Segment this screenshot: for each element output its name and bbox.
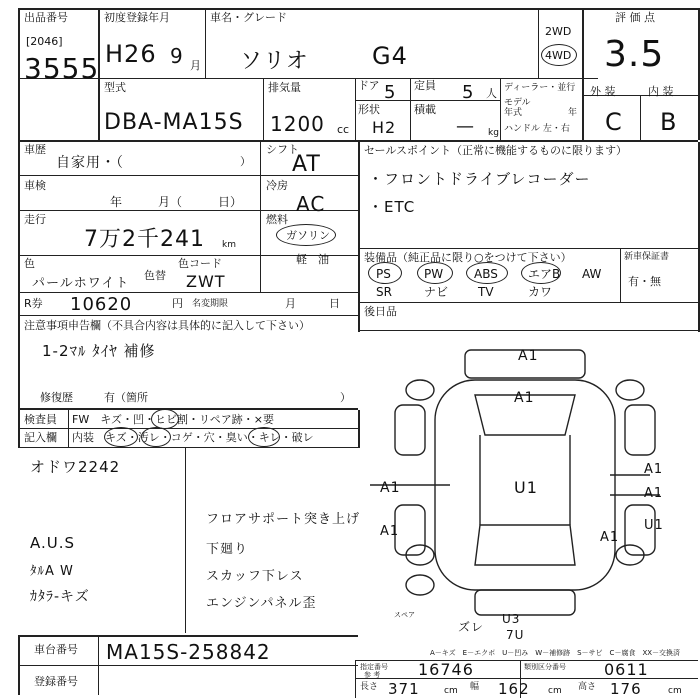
diagram-mark-a1-right-1: A1	[644, 462, 664, 477]
equip-tv: TV	[478, 285, 494, 299]
equip-aw: AW	[582, 267, 602, 281]
equip-sr: SR	[376, 285, 392, 299]
recycle-label: R券	[24, 297, 43, 310]
note-engine-panel: エンジンパネル歪	[206, 596, 317, 611]
diagram-legend: A－キズ E－エクボ U－凹み W－補修跡 S－サビ C－腐食 XX－交換済	[430, 649, 681, 657]
inspection-label: 車検	[24, 179, 46, 192]
int-value: B	[660, 108, 678, 136]
inspector-label-2: 記入欄	[24, 431, 57, 444]
inspector-row-2: 内装 キズ・汚レ・コゲ・穴・臭い・キレ・破レ	[72, 431, 314, 444]
diagram-mark-a1-hood: A1	[514, 390, 535, 406]
lot-number: 3555	[24, 52, 100, 85]
chassis-label: 車台番号	[34, 643, 78, 656]
mileage-unit: km	[222, 240, 236, 250]
score-label: 評 価 点	[615, 11, 655, 24]
equipment-label: 装備品（純正品に限り○をつけて下さい）	[364, 251, 572, 264]
height-label: 高さ	[578, 682, 597, 692]
first-reg-month: 9	[170, 44, 184, 68]
model-sub: 年式	[504, 108, 523, 118]
equip-pw: PW	[424, 267, 444, 281]
spare-tire	[406, 575, 434, 595]
diagram-mark-a1-top: A1	[518, 348, 539, 364]
yen: 円	[172, 297, 183, 310]
displacement-value: 1200	[270, 112, 325, 136]
after-label: 後日品	[364, 305, 397, 318]
chassis-value: MA15S-258842	[106, 640, 271, 664]
displacement-label: 排気量	[268, 81, 301, 94]
warranty-label: 新車保証書	[624, 252, 670, 262]
color-value: パールホワイト	[32, 276, 130, 291]
diagram-mark-zure: ズレ	[458, 620, 485, 634]
note-ita: ｶﾀﾗ-キズ	[30, 589, 90, 605]
car-name-label: 車名・グレード	[210, 11, 287, 24]
history-label: 車歴	[24, 143, 46, 156]
car-left-front-door	[395, 405, 425, 455]
ext-value: C	[605, 108, 623, 136]
height-value: 176	[610, 680, 642, 698]
diagram-mark-u1-roof: U1	[514, 478, 538, 497]
capacity-label: 定員	[414, 79, 436, 92]
height-unit: cm	[668, 686, 682, 696]
shift-label: シフト	[266, 143, 299, 156]
month-unit: 月	[190, 59, 201, 72]
width-value: 162	[498, 680, 530, 698]
ac-label: 冷房	[266, 179, 288, 192]
width-label: 幅	[470, 682, 480, 692]
fuel-label: 燃料	[266, 213, 288, 226]
wheel-front-right	[616, 380, 644, 400]
category-label: 類別区分番号	[524, 663, 566, 671]
lot-label: 出品番号	[24, 11, 68, 24]
lot-sub: [2046]	[26, 35, 63, 48]
score-value: 3.5	[604, 34, 665, 75]
equip-navi: ナビ	[424, 285, 449, 299]
title-change-label: 名変期限	[192, 299, 229, 309]
ac-value: AC	[296, 192, 326, 216]
diagram-mark-u1-right: U1	[644, 518, 664, 533]
ext-label: 外 装	[590, 85, 616, 98]
ref-label: 参 考	[364, 671, 381, 679]
note-fr-support: フロアサポート突き上げ	[206, 512, 361, 527]
recycle-value: 10620	[70, 294, 133, 315]
year-unit: 年	[568, 108, 578, 118]
designation-label: 指定番号	[360, 663, 388, 671]
length-label: 長さ	[360, 682, 379, 692]
diagram-mark-a1-left: A1	[380, 480, 401, 496]
color-swap-label: 色替	[144, 269, 166, 282]
title-change-row: 月 日	[285, 297, 340, 310]
inspector-circle-3	[141, 427, 171, 447]
fuel-circle	[276, 224, 336, 246]
selling-point-1: ・フロントドライブレコーダー	[368, 170, 591, 188]
capacity-unit: 人	[486, 87, 497, 100]
equip-abs: ABS	[474, 267, 498, 281]
int-label: 内 装	[648, 85, 674, 98]
mileage-value: 7万2千241	[84, 227, 205, 252]
car-rear	[475, 590, 575, 615]
diagram-mark-u3: U3	[502, 612, 521, 626]
history-value: 自家用・（	[56, 155, 124, 171]
capacity-value: 5	[462, 82, 475, 103]
fuel-petrol: ガソリン	[286, 229, 330, 242]
doors-label: ドア	[358, 79, 380, 92]
car-name-value: ソリオ	[240, 49, 309, 74]
color-code-label: 色コード	[178, 257, 222, 270]
mileage-label: 走行	[24, 213, 46, 226]
wheel-front-left	[406, 380, 434, 400]
type-label: 型式	[104, 81, 126, 94]
reg-label: 登録番号	[34, 675, 78, 688]
equip-circle-airbag	[521, 262, 561, 284]
repair-value: 有（箇所	[104, 391, 148, 404]
color-label: 色	[24, 257, 35, 270]
car-right-front-door	[625, 405, 655, 455]
inspector-circle-1	[151, 409, 179, 429]
dealer-label: ディーラー・並行	[504, 83, 576, 93]
type-value: DBA-MA15S	[104, 110, 244, 135]
length-unit: cm	[444, 686, 458, 696]
category-value: 0611	[604, 660, 649, 679]
repair-label: 修復歴	[40, 391, 73, 404]
note-odo: オドワ2242	[30, 458, 121, 476]
shift-value: AT	[292, 152, 321, 177]
first-reg-label: 初度登録年月	[104, 11, 170, 24]
diagram-mark-a1-left-2: A1	[380, 524, 400, 539]
model-label: モデル	[504, 98, 531, 108]
notes-label: 注意事項申告欄（不具合内容は具体的に記入して下さい）	[24, 319, 310, 332]
drive-4wd: 4WD	[545, 49, 572, 62]
width-unit: cm	[548, 686, 562, 696]
car-rear-window	[475, 525, 575, 565]
equip-circle-pw	[417, 262, 453, 284]
equip-circle-abs	[466, 262, 508, 284]
handle-label: ハンドル 左・右	[504, 124, 570, 134]
equip-leather: カワ	[528, 285, 553, 299]
notes-value: 1-2ﾏﾙ ﾀｲﾔ 補修	[42, 342, 156, 360]
inspection-row: 年 月（ 日）	[110, 195, 243, 209]
load-unit: kg	[488, 128, 499, 138]
color-code-value: ZWT	[186, 272, 226, 291]
grade-value: G4	[372, 42, 408, 70]
load-value: —	[456, 116, 475, 137]
note-wa: ﾀﾙA W	[30, 564, 74, 579]
warranty-value: 有・無	[628, 275, 661, 288]
load-label: 積載	[414, 103, 436, 116]
diagram-spare: スペア	[394, 611, 415, 619]
inspector-row-1: FW キズ・凹・ヒビ割・リペア跡・×要	[72, 413, 274, 426]
doors-value: 5	[384, 82, 397, 103]
selling-point-2: ・ETC	[368, 198, 416, 216]
displacement-unit: cc	[337, 123, 350, 136]
note-auw: A.U.S	[30, 534, 76, 552]
selling-points-label: セールスポイント（正常に機能するものに限ります）	[364, 144, 628, 157]
inspector-circle-4	[248, 427, 280, 447]
inspector-label-1: 検査員	[24, 413, 57, 426]
designation-value: 16746	[418, 660, 474, 679]
drive-2wd: 2WD	[545, 25, 572, 38]
note-kakuma: 下廻り	[206, 542, 249, 557]
shape-label: 形状	[358, 103, 380, 116]
equip-circle-ps	[368, 262, 402, 284]
diagram-mark-7u: 7U	[506, 628, 525, 642]
shape-value: H2	[372, 118, 397, 137]
first-reg-value: H26	[105, 40, 157, 68]
diagram-mark-a1-right-3: A1	[600, 530, 620, 545]
equip-airbag: エアB	[528, 267, 561, 281]
fuel-diesel: 軽 油	[296, 253, 329, 266]
length-value: 371	[388, 680, 420, 698]
equip-ps: PS	[376, 267, 391, 281]
history-close: ）	[240, 155, 251, 168]
repair-close: ）	[340, 391, 351, 404]
diagram-mark-a1-right-2: A1	[644, 486, 664, 501]
note-scuff: スカッフ下レス	[206, 569, 304, 584]
inspector-circle-2	[104, 427, 138, 447]
